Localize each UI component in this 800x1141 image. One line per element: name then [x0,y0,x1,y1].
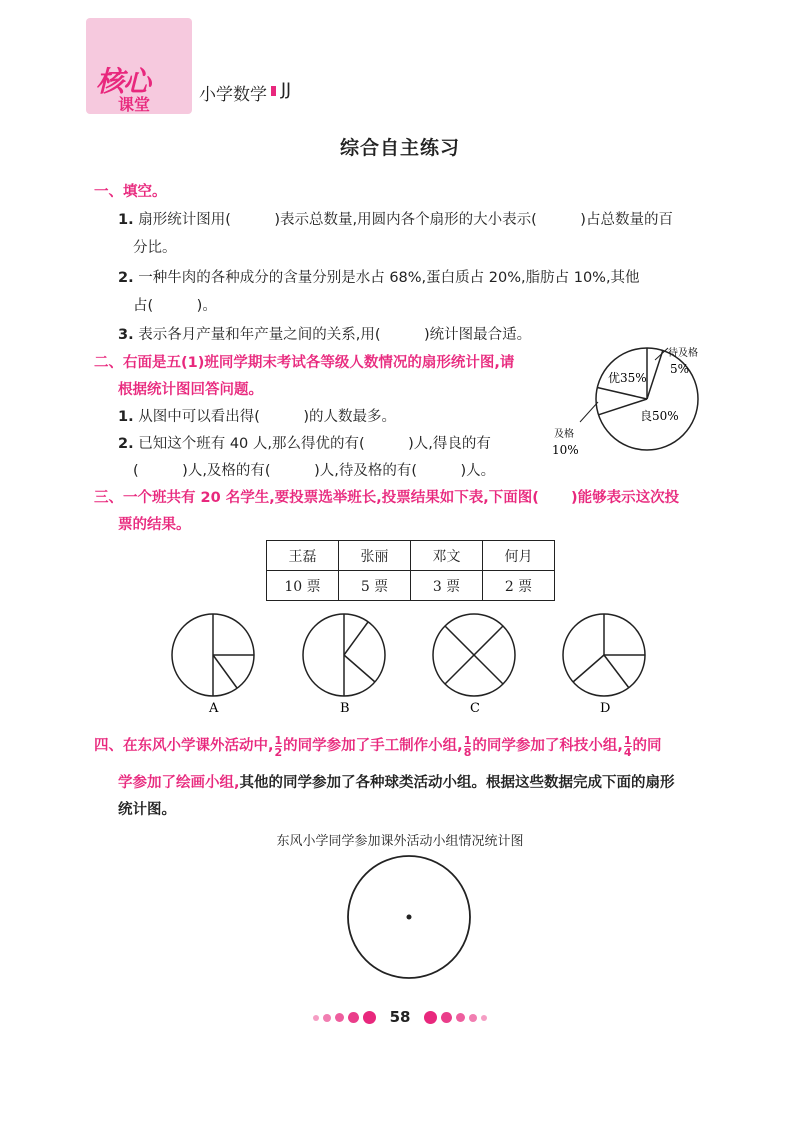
option-d-pie [563,614,645,716]
footer-dot [481,1015,487,1021]
pass-leader-line [580,402,598,422]
vote-count-cell: 3 票 [411,571,483,601]
page-footer [0,1008,800,1026]
s1-q3 [118,325,531,345]
option-d-label: D [600,701,611,716]
s1-q2-text: 一种牛肉的各种成分的含量分别是水占 68%,蛋白质占 20%,脂肪占 10%,其他 [138,270,640,286]
s1-q1-text: 扇形统计图用( )表示总数量,用圆内各个扇形的大小表示( )占总数量的百 [138,212,673,228]
footer-dot [335,1013,344,1022]
fraction-denominator: 2 [274,745,283,759]
activity-pie-blank [340,855,480,985]
activity-chart-title: 东风小学同学参加课外活动小组情况统计图 [276,834,524,849]
footer-dot [424,1011,437,1024]
s1-q3-number: 3. [118,327,134,343]
vote-table-names-row [267,541,555,571]
section2-heading-line1: 二、右面是五(1)班同学期末考试各等级人数情况的扇形统计图,请 [94,355,515,371]
vote-name-cell: 王磊 [267,541,339,571]
option-c-label: C [470,701,480,716]
s1-q2-line2: 占( )。 [133,298,217,314]
fail-label-name: 待及格 [668,348,698,359]
section1-heading: 一、填空。 [94,184,167,200]
fraction-numerator: 1 [623,733,632,747]
footer-dot [441,1012,452,1023]
option-pies [160,600,660,720]
page-number: 58 [389,1008,411,1026]
logo-text: 核心 [96,65,151,98]
section3-heading-line1 [94,488,679,508]
subject-separator [271,86,276,96]
s4-line2-highlight: 学参加了绘画小组, [118,775,240,791]
s1-q3-text: 表示各月产量和年产量之间的关系,用( )统计图最合适。 [138,327,532,343]
grade-pie-chart [540,340,740,470]
activity-pie-center [407,915,412,920]
good-label: 良50% [640,409,679,423]
s1-q1-line1 [118,210,673,230]
fraction-one-half [275,735,283,758]
section4-line3: 统计图。 [118,802,176,818]
footer-dot [313,1015,319,1021]
option-a-pie [172,614,254,716]
fraction-denominator: 4 [623,745,632,759]
fraction-numerator: 1 [463,733,472,747]
section2-heading-line2: 根据统计图回答问题。 [118,382,263,398]
excellent-label: 优35% [608,371,647,385]
s1-q1-number: 1. [118,212,134,228]
pass-label-name: 及格 [554,429,574,440]
footer-dot [323,1014,331,1022]
vote-name-cell: 邓文 [411,541,483,571]
s2-q1-number: 1. [118,409,134,425]
vote-count-cell: 2 票 [483,571,555,601]
pie-line-excellent [597,388,647,400]
footer-dot [456,1013,465,1022]
vote-name-cell: 何月 [483,541,555,571]
s4-text-part4: 的同 [632,738,662,754]
section3-heading-line2: 票的结果。 [118,517,191,533]
option-b-pie [303,614,385,716]
option-a-line [213,655,237,688]
option-d-line [573,655,604,682]
fraction-one-quarter [624,735,632,758]
s2-q2-line1 [118,434,491,454]
option-b-label: B [340,701,350,716]
vote-name-cell: 张丽 [339,541,411,571]
logo-subtext: 课堂 [118,95,151,114]
vote-count-cell: 5 票 [339,571,411,601]
option-d-line [604,655,629,688]
s2-q2-text: 已知这个班有 40 人,那么得优的有( )人,得良的有 [138,436,491,452]
s2-q1 [118,407,396,427]
fraction-numerator: 1 [274,733,283,747]
footer-dot [363,1011,376,1024]
s1-q1-line2: 分比。 [133,240,177,256]
page-title: 综合自主练习 [339,137,460,159]
option-b-line [344,622,368,655]
footer-dot [469,1014,477,1022]
section4-line2 [118,773,675,793]
s2-q2-number: 2. [118,436,134,452]
pass-label-pct: 10% [552,443,579,457]
section3-heading-part2: )能够表示这次投 [570,490,680,506]
s2-q1-text: 从图中可以看出得( )的人数最多。 [138,409,397,425]
subject-label: 小学数学 [199,85,267,105]
footer-dot [348,1012,359,1023]
s1-q2-line1 [118,268,640,288]
section3-heading-part1: 三、一个班共有 20 名学生,要投票选举班长,投票结果如下表,下面图( [94,490,539,506]
fraction-one-eighth [464,735,472,758]
s2-q2-line2: ( )人,及格的有( )人,待及格的有( )人。 [133,463,496,479]
vote-table [266,540,555,601]
s1-q2-number: 2. [118,270,134,286]
s4-line2-rest: 其他的同学参加了各种球类活动小组。根据这些数据完成下面的扇形 [239,775,675,791]
s4-text-part1: 四、在东风小学课外活动中, [94,738,274,754]
option-a-label: A [209,701,219,716]
option-c-pie [433,614,515,716]
option-b-line [344,655,375,682]
section4-line1 [94,734,662,758]
fraction-denominator: 8 [463,745,472,759]
pie-line-fail [647,351,663,400]
s4-text-part2: 的同学参加了手工制作小组, [283,738,463,754]
vote-table-votes-row [267,571,555,601]
vote-count-cell: 10 票 [267,571,339,601]
s4-text-part3: 的同学参加了科技小组, [472,738,623,754]
fail-label-pct: 5% [670,362,690,376]
edition-label: JJ [281,80,292,100]
